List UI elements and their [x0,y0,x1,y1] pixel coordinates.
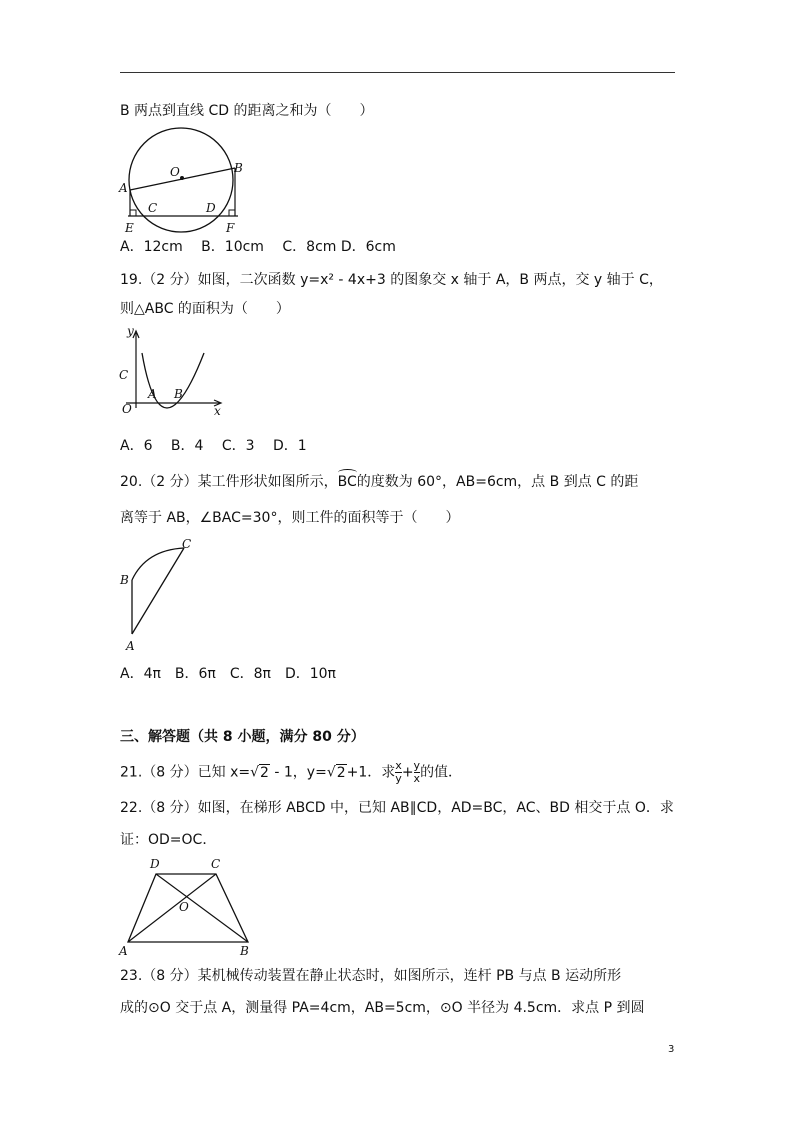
q19-figure [116,323,226,423]
q18-figure [118,126,248,238]
q23-line2: 成的⊙O 交于点 A，测量得 PA=4cm，AB=5cm，⊙O 半径为 4.5cm．求点 P 到圆 [120,1000,645,1016]
label-a: A [148,387,157,401]
q20-figure [116,536,206,654]
q21-plus: + [401,764,414,781]
label-a: A [119,181,128,195]
q21-text-1: 21.（8 分）已知 x= [120,764,251,781]
arc-bc-curve [132,548,184,580]
label-e: E [125,221,134,235]
label-d: D [150,857,160,871]
q20-line2: 离等于 AB，∠BAC=30°，则工件的面积等于（ ） [120,510,460,526]
q21-text-3: +1．求 [346,764,396,781]
label-d: D [206,201,216,215]
fraction-numerator: x [395,759,402,772]
label-c: C [182,537,192,551]
label-o: O [122,402,132,416]
q21-line [120,760,462,785]
label-b: B [174,387,183,401]
sqrt-symbol: √ [250,764,260,781]
fraction-denominator: y [395,772,402,785]
label-a: A [126,639,135,653]
arc-bc: BC [337,474,357,490]
label-x: x [214,404,221,418]
page-number: 3 [668,1044,675,1055]
label-b: B [234,161,243,175]
fraction-numerator: y [413,759,421,772]
label-f: F [226,221,235,235]
q18-options: A．12cm B．10cm C．8cm D．6cm [120,239,396,255]
q19-line2: 则△ABC 的面积为（ ） [120,301,290,317]
label-o: O [179,900,189,914]
label-b: B [240,944,249,958]
q20-pre: 20.（2 分）某工件形状如图所示， [120,474,338,490]
q20-post: 的度数为 60°，AB=6cm，点 B 到点 C 的距 [356,474,639,490]
label-c: C [211,857,221,871]
q18-tail: B 两点到直线 CD 的距离之和为（ ） [120,103,374,119]
header-rule [120,72,675,73]
q23-line1: 23.（8 分）某机械传动装置在静止状态时，如图所示，连杆 PB 与点 B 运动所形 [120,968,622,984]
sqrt-symbol: √ [326,764,336,781]
label-o: O [170,165,180,179]
q20-line1 [120,472,638,492]
right-angle-f [229,210,235,216]
label-c: C [119,368,129,382]
q22-figure [116,852,261,960]
section-title: 三、解答题（共 8 小题，满分 80 分） [120,729,365,745]
q21-radicand-1: 2 [260,764,269,781]
q20-options: A．4π B．6π C．8π D．10π [120,666,336,682]
right-angle-e [130,210,136,216]
label-a: A [119,944,128,958]
fraction-denominator: x [413,772,421,785]
label-c: C [148,201,158,215]
q22-line1: 22.（8 分）如图，在梯形 ABCD 中，已知 AB∥CD，AD=BC，AC、BD 相交于点 O．求 [120,800,674,816]
q21-text-2: - 1，y= [269,764,327,781]
center-point [180,176,184,180]
q21-radicand-2: 2 [336,764,346,781]
q19-line1: 19.（2 分）如图，二次函数 y=x² - 4x+3 的图象交 x 轴于 A，B 两点，交 y 轴于 C， [120,272,663,288]
q22-line2: 证：OD=OC． [120,832,217,848]
label-y: y [127,324,134,338]
q21-text-4: 的值． [420,764,463,781]
q19-options: A．6 B．4 C．3 D．1 [120,438,307,454]
label-b: B [120,573,129,587]
segment-ac [132,548,184,634]
